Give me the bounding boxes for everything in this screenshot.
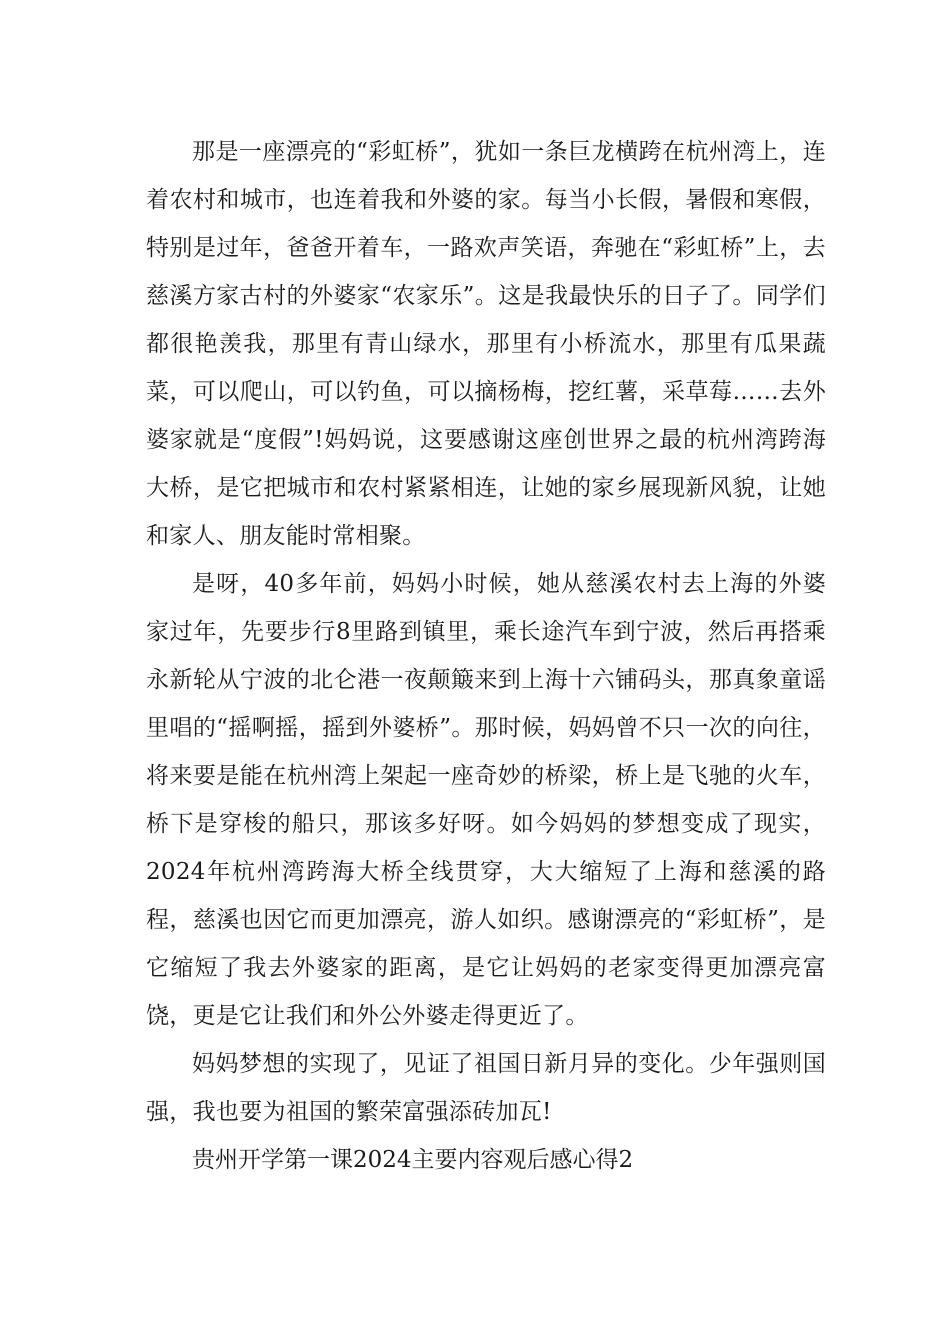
paragraph-mother-childhood: 是呀，40多年前，妈妈小时候，她从慈溪农村去上海的外婆家过年，先要步行8里路到镇里，乘长途汽车到宁波，然后再搭乘永新轮从宁波的北仑港一夜颠簸来到上海十六铺码头，那真象童谣里唱的“摇啊摇，摇到外婆桥”。那时候，妈妈曾不只一次的向往，将来要是能在杭州湾上架起一座奇妙的桥梁，桥上是飞驰的火车，桥下是穿梭的船只，那该多好呀。如今妈妈的梦想变成了现实，2024年杭州湾跨海大桥全线贯穿，大大缩短了上海和慈溪的路程，慈溪也因它而更加漂亮，游人如织。感谢漂亮的“彩虹桥”，是它缩短了我去外婆家的距离，是它让妈妈的老家变得更加漂亮富饶，更是它让我们和外公外婆走得更近了。: [146, 571, 826, 1029]
section-heading: 贵州开学第一课2024主要内容观后感心得2: [192, 1147, 634, 1173]
paragraph-rainbow-bridge: 那是一座漂亮的“彩虹桥”，犹如一条巨龙横跨在杭州湾上，连着农村和城市，也连着我和外婆的家。每当小长假，暑假和寒假，特别是过年，爸爸开着车，一路欢声笑语，奔驰在“彩虹桥”上，去慈溪方家古村的外婆家“农家乐”。这是我最快乐的日子了。同学们都很艳羡我，那里有青山绿水，那里有小桥流水，那里有瓜果蔬菜，可以爬山，可以钓鱼，可以摘杨梅，挖红薯，采草莓……去外婆家就是“度假”!妈妈说，这要感谢这座创世界之最的杭州湾跨海大桥，是它把城市和农村紧紧相连，让她的家乡展现新风貌，让她和家人、朋友能时常相聚。: [146, 139, 826, 549]
document-page: [146, 128, 826, 1184]
paragraph-dream-realized: 妈妈梦想的实现了，见证了祖国日新月异的变化。少年强则国强，我也要为祖国的繁荣富强添砖加瓦!: [146, 1051, 826, 1125]
